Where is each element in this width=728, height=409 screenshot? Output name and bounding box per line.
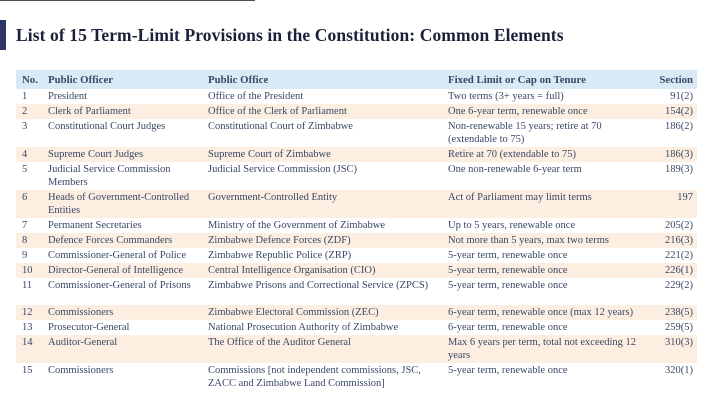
cell-no: 13 [22,322,33,333]
table-row [16,363,697,391]
cell-officer: Judicial Service Commission Members [48,164,171,188]
cell-office: The Office of the Auditor General [208,337,351,348]
cell-office: Office of the President [208,91,304,102]
cell-no: 12 [22,307,33,318]
cell-section: 205(2) [665,220,693,231]
cell-section: 197 [677,192,693,203]
table-row [16,320,697,335]
cell-office: Government-Controlled Entity [208,192,338,203]
cell-no: 7 [22,220,28,231]
cell-limit: Retire at 70 (extendable to 75) [448,149,576,160]
cell-office: Constitutional Court of Zimbabwe [208,121,353,132]
cell-officer: Commissioners [48,307,114,318]
cell-officer: Permanent Secretaries [48,220,142,231]
cell-office: Supreme Court of Zimbabwe [208,149,331,160]
table-row [16,104,697,119]
column-header-officer: Public Officer [48,73,114,86]
cell-office: Zimbabwe Defence Forces (ZDF) [208,235,351,246]
table-row [16,218,697,233]
cell-officer: Constitutional Court Judges [48,121,166,132]
cell-office: National Prosecution Authority of Zimbabwe [208,322,399,333]
table-row [16,278,697,293]
title-accent-bar [0,20,6,50]
cell-officer: Supreme Court Judges [48,149,144,160]
page-title: List of 15 Term-Limit Provisions in the Constitution: Common Elements [16,24,564,45]
cell-officer: Director-General of Intelligence [48,265,184,276]
cell-office: Zimbabwe Prisons and Correctional Service (ZPCS) [208,280,429,291]
cell-limit: Up to 5 years, renewable once [448,220,576,231]
cell-limit: 5-year term, renewable once [448,265,568,276]
cell-officer: Prosecutor-General [48,322,130,333]
cell-officer: Auditor-General [48,337,118,348]
cell-office: Zimbabwe Republic Police (ZRP) [208,250,352,261]
table-row [16,335,697,363]
cell-limit: 6-year term, renewable once (max 12 years) [448,307,634,318]
table-body [16,89,697,391]
cell-no: 3 [22,121,28,132]
cell-no: 1 [22,91,28,102]
cell-no: 15 [22,365,33,376]
cell-no: 6 [22,192,28,203]
table-row [16,305,697,320]
cell-limit: One 6-year term, renewable once [448,106,588,117]
cell-officer: Commissioner-General of Prisons [48,280,191,291]
column-header-office: Public Office [208,73,269,86]
column-header-no: No. [22,73,38,86]
cell-limit: Act of Parliament may limit terms [448,192,592,203]
cell-no: 4 [22,149,28,160]
cell-no: 9 [22,250,28,261]
cell-officer: Heads of Government-Controlled Entities [48,192,190,216]
cell-section: 154(2) [665,106,693,117]
cell-office: Office of the Clerk of Parliament [208,106,347,117]
cell-limit: Non-renewable 15 years; retire at 70 (extendable to 75) [448,121,602,145]
cell-officer: Commissioners [48,365,114,376]
cell-officer: President [48,91,88,102]
cell-limit: Not more than 5 years, max two terms [448,235,609,246]
table-row [16,263,697,278]
cell-limit: Two terms (3+ years = full) [448,91,564,102]
cell-no: 5 [22,164,28,175]
cell-office: Central Intelligence Organisation (CIO) [208,265,376,276]
column-header-section: Section [659,73,693,86]
cell-no: 14 [22,337,33,348]
cell-section: 91(2) [670,91,693,102]
cell-office: Zimbabwe Electoral Commission (ZEC) [208,307,379,318]
table-row [16,162,697,190]
table-row [16,190,697,218]
cell-section: 310(3) [665,337,693,348]
cell-limit: 6-year term, renewable once [448,322,568,333]
top-edge-line [0,0,255,1]
cell-officer: Defence Forces Commanders [48,235,173,246]
cell-limit: Max 6 years per term, total not exceeding 12 years [448,337,637,361]
table-row [16,248,697,263]
table-section-gap [16,293,697,305]
table-row [16,119,697,147]
table-header-row [16,70,697,89]
cell-officer: Commissioner-General of Police [48,250,187,261]
cell-office: Commissions [not independent commissions, JSC, ZACC and Zimbabwe Land Commission] [208,365,421,389]
provisions-table [16,70,697,391]
cell-section: 229(2) [665,280,693,291]
cell-section: 189(3) [665,164,693,175]
cell-no: 2 [22,106,28,117]
cell-office: Ministry of the Government of Zimbabwe [208,220,386,231]
cell-section: 221(2) [665,250,693,261]
cell-section: 238(5) [665,307,693,318]
cell-section: 259(5) [665,322,693,333]
title-block [0,20,564,50]
table-row [16,233,697,248]
cell-limit: One non-renewable 6-year term [448,164,582,175]
cell-no: 11 [22,280,33,291]
cell-limit: 5-year term, renewable once [448,365,568,376]
cell-no: 10 [22,265,33,276]
cell-officer: Clerk of Parliament [48,106,131,117]
table-row [16,89,697,104]
cell-section: 186(2) [665,121,693,132]
table-row [16,147,697,162]
cell-no: 8 [22,235,28,246]
column-header-limit: Fixed Limit or Cap on Tenure [448,73,586,86]
cell-section: 226(1) [665,265,693,276]
cell-section: 186(3) [665,149,693,160]
cell-limit: 5-year term, renewable once [448,280,568,291]
cell-limit: 5-year term, renewable once [448,250,568,261]
cell-section: 320(1) [665,365,693,376]
cell-office: Judicial Service Commission (JSC) [208,164,358,175]
cell-section: 216(3) [665,235,693,246]
